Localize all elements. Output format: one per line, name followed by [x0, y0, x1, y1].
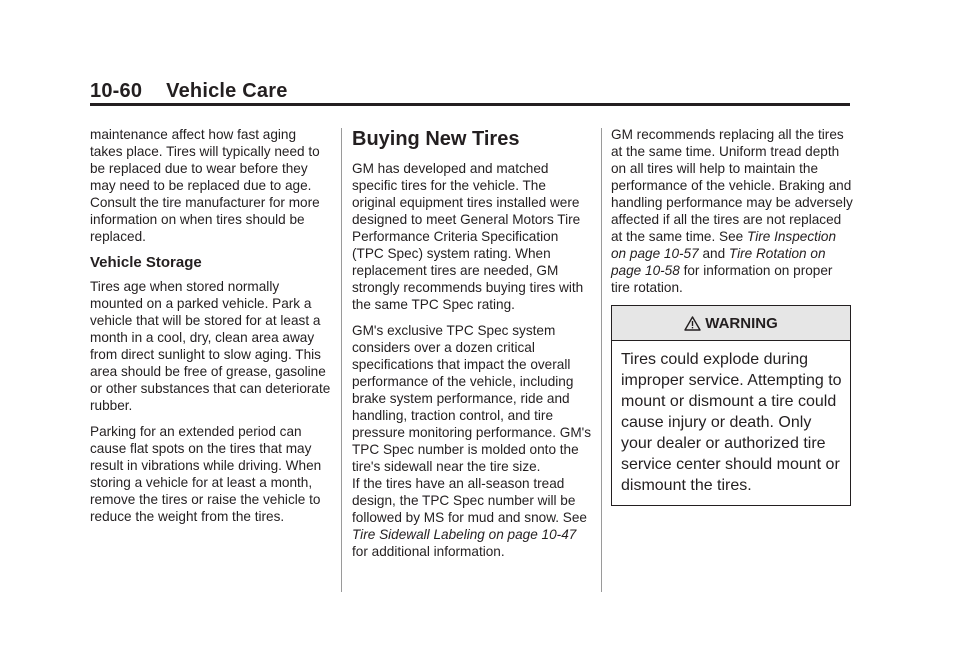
column-divider-1: [341, 128, 342, 592]
paragraph-replace-all: GM recommends replacing all the tires at the same time. Uniform tread depth on all tires will help to maintain the performance of the vehicle. Braking and handling performance may be adversely affected if all the tires are not replaced at the same time. See Tire Inspection on page 10-57 and Tire Rotation on page 10-58 for information on proper tire rotation.: [611, 127, 853, 295]
page-header: [90, 80, 288, 103]
header-rule: [90, 103, 850, 106]
column-1: [90, 126, 332, 534]
column-2: [352, 126, 592, 569]
column-3: [611, 126, 853, 506]
page-number: 10-60: [90, 80, 143, 102]
paragraph-storage: Tires age when stored normally mounted on a parked vehicle. Park a vehicle that will be stored for at least a month in a cool, dry, clean area away from direct sunlight to slow aging. This area should be free of grease, gasoline or other substances that can deteriorate rubber.: [90, 279, 331, 413]
warning-title: WARNING: [705, 314, 778, 332]
column-divider-2: [601, 128, 602, 592]
paragraph-tpc-spec: GM's exclusive TPC Spec system considers over a dozen critical specifications that impact the overall performance of the vehicle, including brake system performance, ride and handling, traction control, and tire pressure monitoring performance. GM's TPC Spec number is molded onto the tire's sidewall near the tire size.: [352, 323, 592, 474]
paragraph-all-season: If the tires have an all-season tread design, the TPC Spec number will be followed by MS for mud and snow. See Tire Sidewall Labeling on page 10-47 for additional information.: [352, 476, 587, 559]
warning-triangle-icon: [684, 316, 701, 331]
link-tire-rotation[interactable]: Tire Rotation on page 10-58: [611, 246, 826, 278]
section-title: Vehicle Care: [166, 80, 288, 102]
paragraph-aging: maintenance affect how fast aging takes place. Tires will typically need to be replaced due to wear before they may need to be replaced due to age. Consult the tire manufacturer for more information on when tires should be replaced.: [90, 127, 320, 244]
warning-header: [612, 306, 850, 341]
heading-buying-new-tires: Buying New Tires: [352, 128, 520, 150]
paragraph-gm-developed: GM has developed and matched specific tires for the vehicle. The original equipment tires installed were designed to meet General Motors Tire Performance Criteria Specification (TPC Spec) system rating. When replacement tires are needed, GM strongly recommends buying tires with the same TPC Spec rating.: [352, 161, 584, 312]
link-tire-sidewall-labeling[interactable]: Tire Sidewall Labeling on page 10-47: [352, 527, 577, 542]
warning-box: [611, 305, 851, 506]
paragraph-parking: Parking for an extended period can cause flat spots on the tires that may result in vibrations while driving. When storing a vehicle for at least a month, remove the tires or raise the vehicle to reduce the weight from the tires.: [90, 424, 322, 524]
warning-text: Tires could explode during improper service. Attempting to mount or dismount a tire could cause injury or death. Only your dealer or authorized tire service center should mount or dismount the tires.: [621, 351, 842, 494]
link-tire-inspection[interactable]: Tire Inspection on page 10-57: [611, 229, 837, 261]
heading-vehicle-storage: Vehicle Storage: [90, 254, 202, 271]
